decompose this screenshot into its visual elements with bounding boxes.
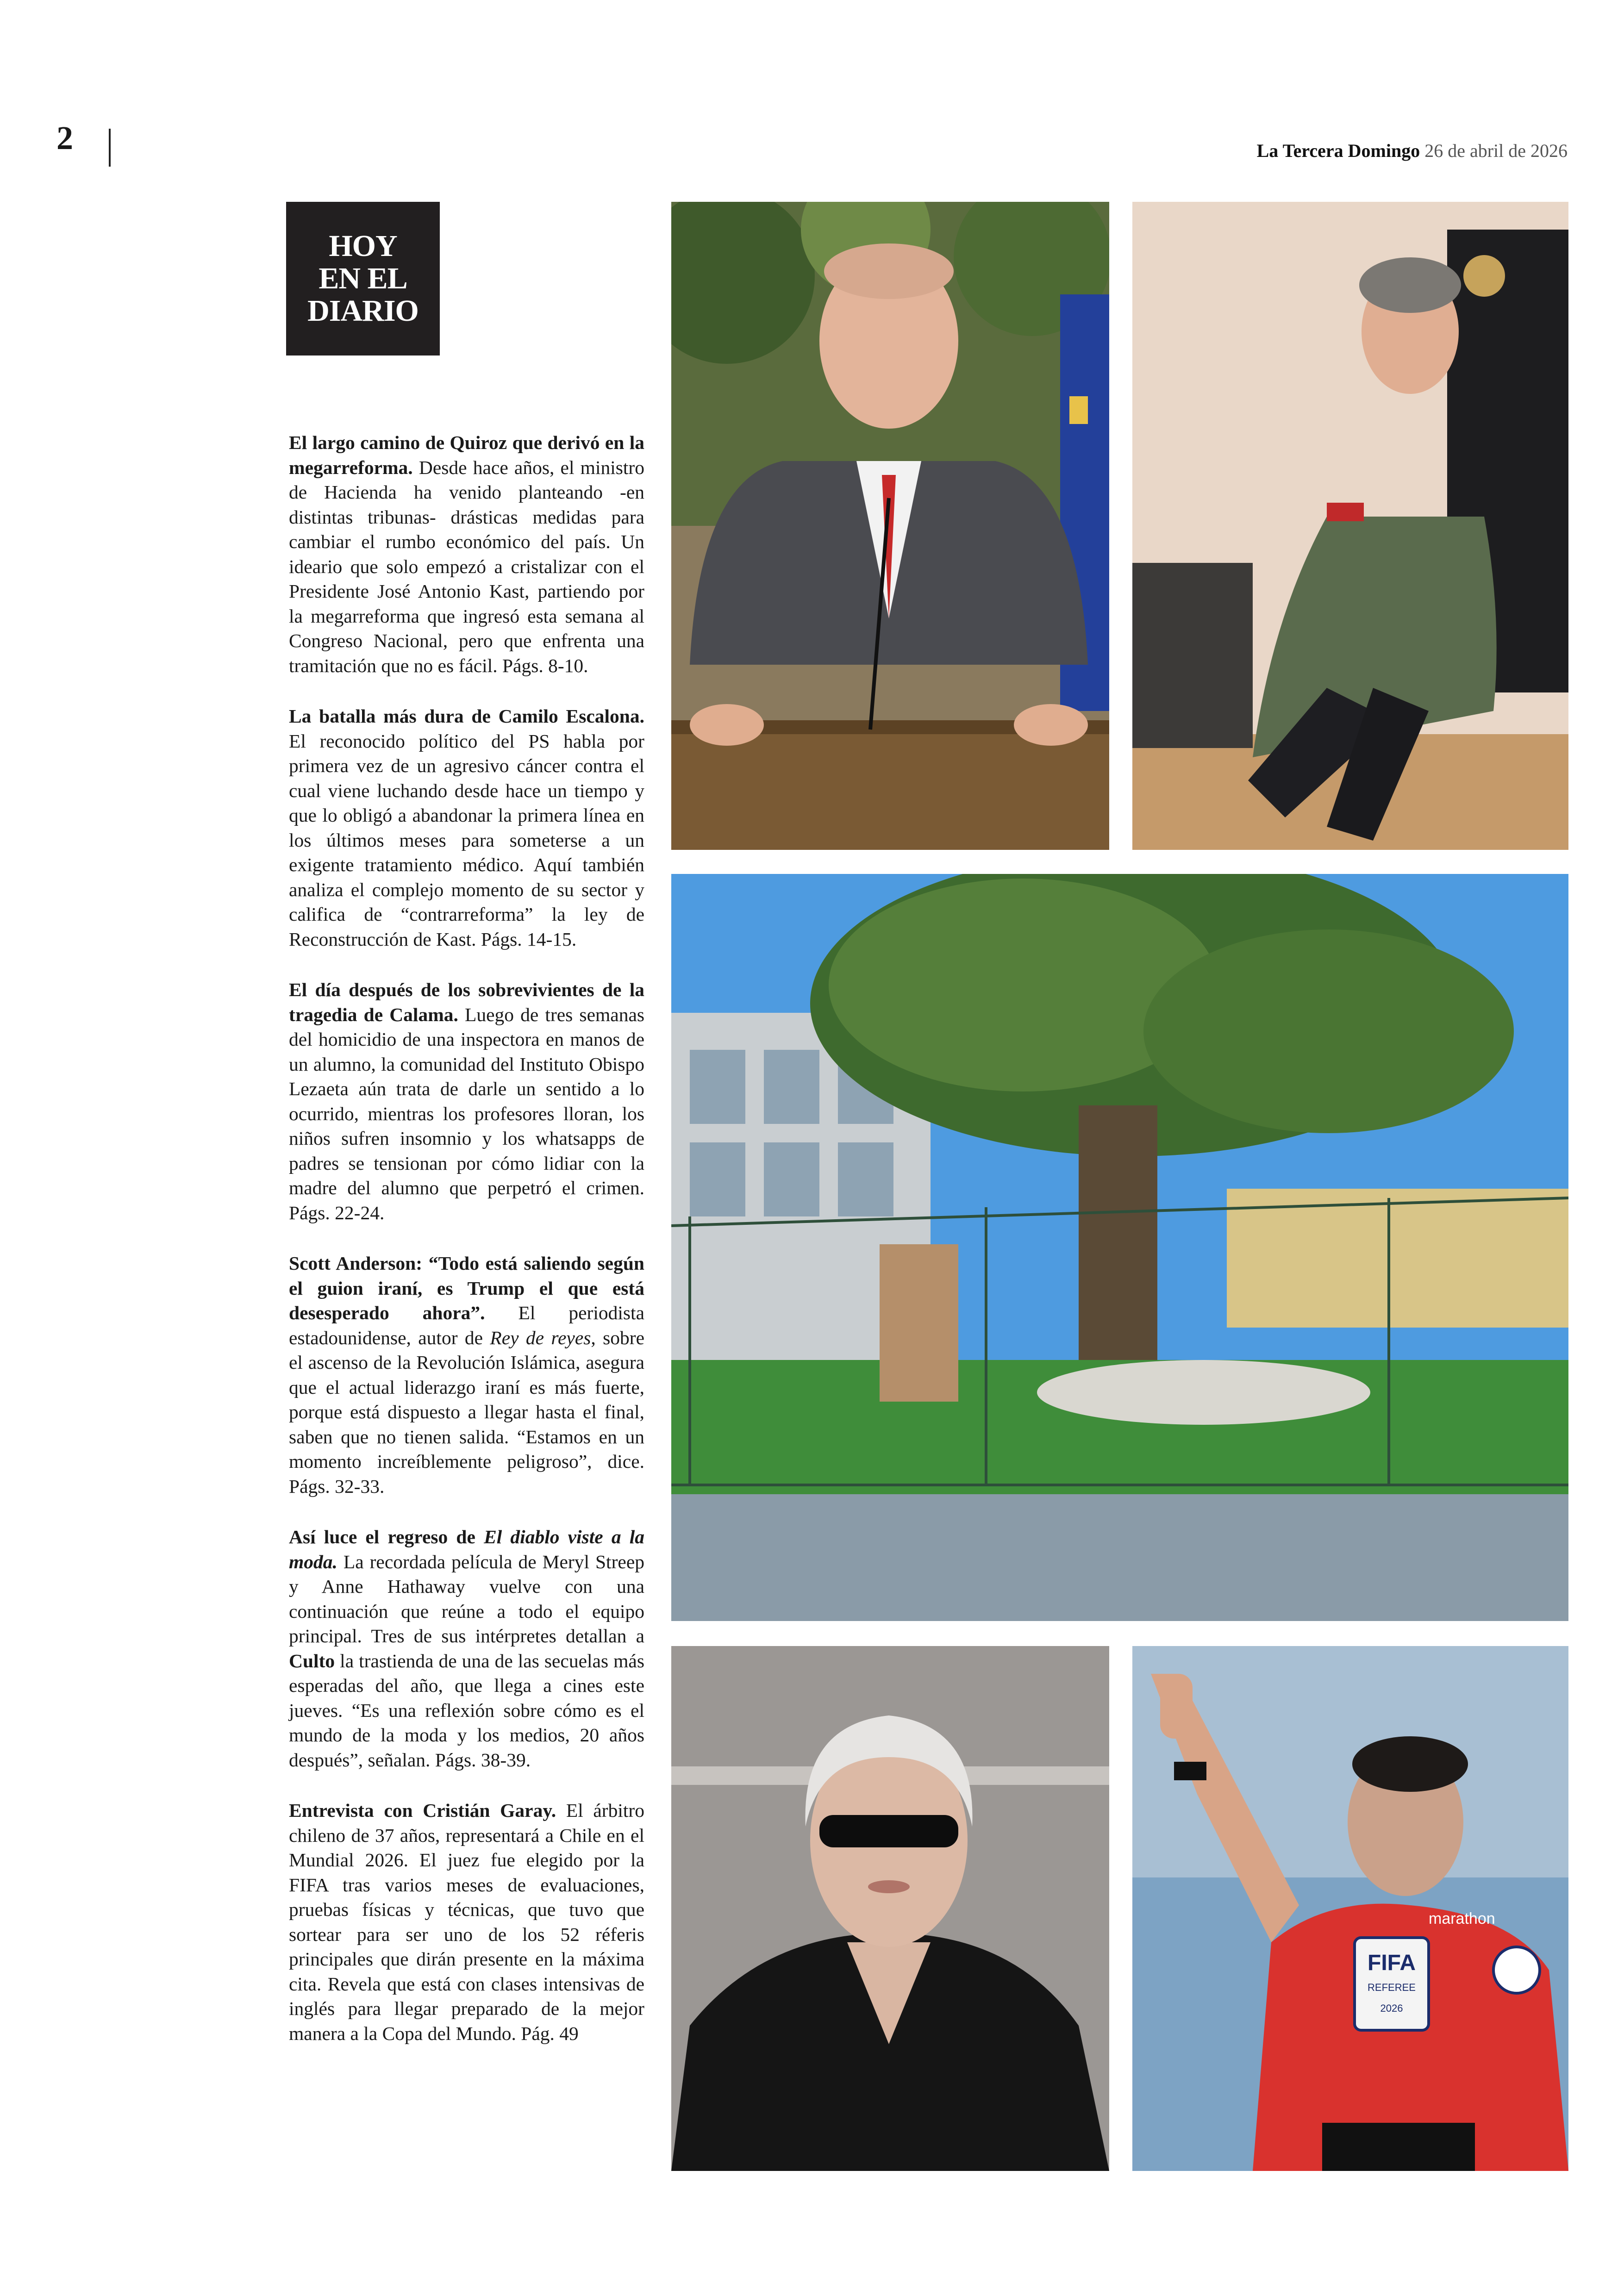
story-body: La recordada película de Meryl Streep y Anne Hathaway vuelve con una continuación que reúne a todo el equipo principal. Tres de sus intérpretes detallan a (289, 1551, 645, 1646)
section-label-line: EN EL (319, 262, 407, 295)
story-anderson (289, 1251, 644, 1499)
publication-date: 26 de abril de 2026 (1424, 140, 1568, 161)
story-headline: Scott Anderson: “Todo está saliendo según el guion iraní, es Trump el que está desesperado ahora”. (289, 1253, 644, 1323)
photo-escalona-chair (1132, 202, 1568, 850)
referee-badge-subtext: REFEREE (1368, 1982, 1416, 1993)
story-body: El reconocido político del PS habla por primera vez de un agresivo cáncer contra el cual viene luchando desde hace un tiempo y que lo obligó a abandonar la primera línea en los últimos meses para someterse a un exigente tratamiento médico. Aquí también analiza el complejo momento de su sector y califica de “contrarreforma” la ley de Reconstrucción de Kast. Págs. 14-15. (289, 730, 644, 950)
section-label-line: HOY (329, 229, 397, 263)
story-diablo (289, 1525, 644, 1772)
story-garay (289, 1798, 644, 2046)
story-calama (289, 978, 644, 1225)
story-headline: La batalla más dura de Camilo Escalona. (289, 705, 644, 727)
story-escalona (289, 704, 644, 952)
film-title: El diablo viste a la moda. (289, 1526, 644, 1572)
story-headline: El día después de los sobrevivientes de la tragedia de Calama. (289, 979, 644, 1025)
story-body: El periodista estadounidense, autor de (289, 1302, 644, 1348)
section-name-culto: Culto (289, 1650, 335, 1671)
book-title: Rey de reyes (490, 1327, 591, 1348)
story-body: Desde hace años, el ministro de Hacienda ha venido planteando -en distintas tribunas- drásticas medidas para cambiar el rumbo económico del país. Un ideario que solo empezó a cristalizar con el Presidente José Antonio Kast, partiendo por la megarreforma que ingresó esta semana al Congreso Nacional, pero que enfrenta una tramitación que no es fácil. Págs. 8-10. (289, 456, 644, 676)
story-headline: El largo camino de Quiroz que derivó en la megarreforma. (289, 432, 644, 478)
story-body: la trastienda de una de las secuelas más esperadas del año, que llega a cines este jueves. “Es una reflexión sobre cómo es el mundo de la moda y los medios, 20 años después”, señalan. Págs. 38-39. (289, 1650, 644, 1771)
section-label-box (286, 202, 440, 355)
referee-badge-year: 2026 (1380, 2002, 1403, 2014)
publication-name: La Tercera Domingo (1256, 140, 1420, 161)
summary-column (289, 430, 644, 2072)
story-body: , sobre el ascenso de la Revolución Islámica, asegura que el actual liderazgo iraní es más fuerte, porque está dispuesto a llegar hasta el final, saben que no tienen salida. “Estamos en un momento increíblemente peligroso”, dice. Págs. 32-33. (289, 1327, 645, 1497)
section-label-line: DIARIO (307, 294, 418, 328)
story-headline: Entrevista con Cristián Garay. (289, 1800, 556, 1821)
photo-minister-podium (671, 202, 1109, 850)
story-quiroz (289, 430, 644, 678)
header-dateline (1257, 142, 1568, 160)
photo-referee (1132, 1646, 1568, 2171)
referee-sponsor-logo: marathon (1429, 1910, 1495, 1927)
story-body: Luego de tres semanas del homicidio de una inspectora en manos de un alumno, la comunidad del Instituto Obispo Lezaeta aún trata de darle un sentido a lo ocurrido, mientras los profesores lloran, los niños sufren insomnio y los whatsapps de padres se tensionan por cómo lidiar con la madre del alumno que perpetró el crimen. Págs. 22-24. (289, 1004, 645, 1223)
header-divider (109, 129, 111, 167)
page-number: 2 (56, 119, 73, 156)
story-headline-part: Así luce el regreso de (289, 1526, 484, 1547)
story-body: El árbitro chileno de 37 años, representará a Chile en el Mundial 2026. El juez fue elegido por la FIFA tras varios meses de evaluaciones, pruebas físicas y técnicas, que tuvo que sortear para ser uno de los 52 réferis principales que dirán presente en la máxima cita. Revela que está con clases intensivas de inglés para llegar preparado de la mejor manera a la Copa del Mundo. Pág. 49 (289, 1800, 644, 2044)
photo-school-courtyard (671, 874, 1568, 1621)
photo-actress-sunglasses (671, 1646, 1109, 2171)
referee-badge-text: FIFA (1368, 1951, 1416, 1975)
